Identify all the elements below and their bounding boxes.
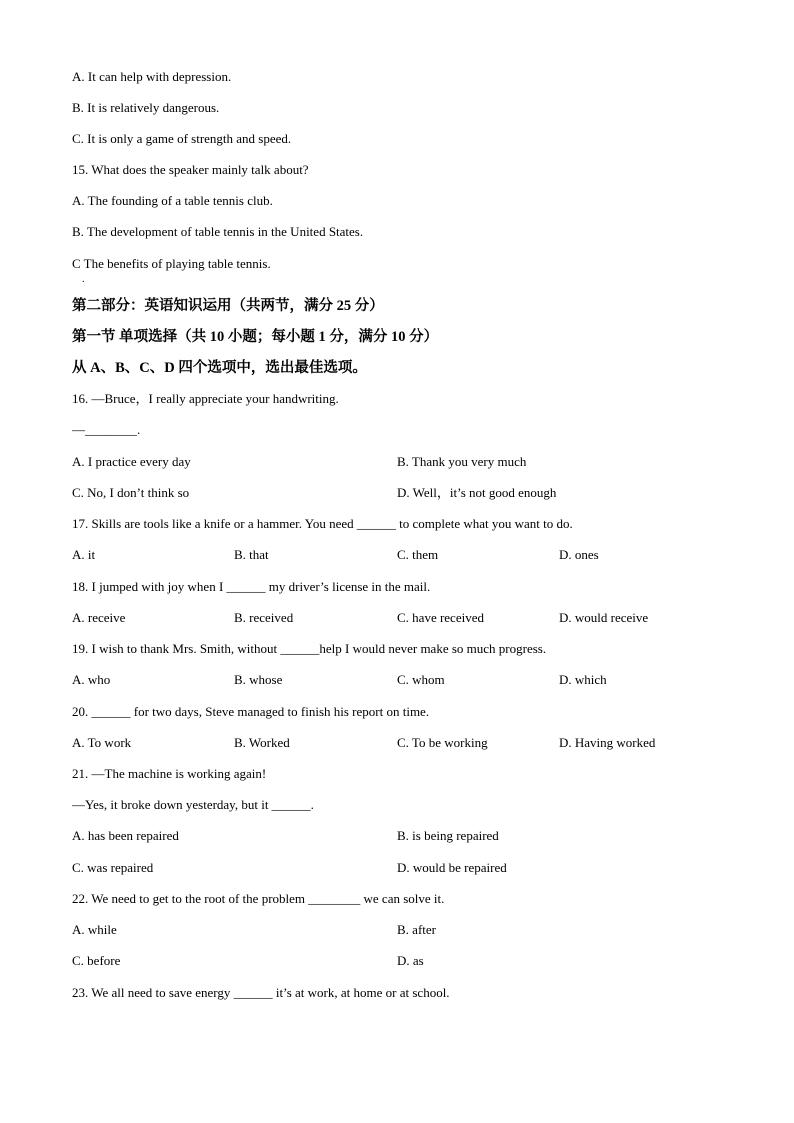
q17-option-d: D. ones <box>559 547 599 562</box>
q14-option-a: A. It can help with depression. <box>72 69 232 84</box>
q16-response-blank: —________. <box>72 422 141 437</box>
q20-option-d: D. Having worked <box>559 735 656 750</box>
q19-option-a: A. who <box>72 672 111 687</box>
q21-option-b: B. is being repaired <box>397 828 499 843</box>
q16-option-a: A. I practice every day <box>72 454 191 469</box>
q22-option-b: B. after <box>397 922 436 937</box>
q22-option-d: D. as <box>397 953 424 968</box>
q18-option-a: A. receive <box>72 610 126 625</box>
section1-title: 第一节 单项选择（共 10 小题；每小题 1 分，满分 10 分） <box>72 329 439 345</box>
q22-option-a: A. while <box>72 922 117 937</box>
q21-stem: 21. —The machine is working again! <box>72 766 267 781</box>
q22-option-c: C. before <box>72 953 121 968</box>
q21-option-d: D. would be repaired <box>397 860 507 875</box>
part2-title: 第二部分：英语知识运用（共两节，满分 25 分） <box>72 298 384 314</box>
q22-stem: 22. We need to get to the root of the problem ________ we can solve it. <box>72 891 445 906</box>
q20-option-b: B. Worked <box>234 735 290 750</box>
q18-option-d: D. would receive <box>559 610 649 625</box>
q21-option-a: A. has been repaired <box>72 828 179 843</box>
q20-option-c: C. To be working <box>397 735 488 750</box>
q17-option-b: B. that <box>234 547 269 562</box>
q18-option-c: C. have received <box>397 610 484 625</box>
q23-stem: 23. We all need to save energy ______ it’s at work, at home or at school. <box>72 985 450 1000</box>
q20-option-a: A. To work <box>72 735 132 750</box>
q15-option-a: A. The founding of a table tennis club. <box>72 193 273 208</box>
q19-stem: 19. I wish to thank Mrs. Smith, without ______help I would never make so much progress. <box>72 641 547 656</box>
q17-option-c: C. them <box>397 547 439 562</box>
q16-option-c: C. No, I don’t think so <box>72 485 190 500</box>
q15-stem: 15. What does the speaker mainly talk about? <box>72 162 309 177</box>
q19-option-b: B. whose <box>234 672 283 687</box>
q20-stem: 20. ______ for two days, Steve managed to finish his report on time. <box>72 704 430 719</box>
q18-option-b: B. received <box>234 610 294 625</box>
q21-response: —Yes, it broke down yesterday, but it ______. <box>72 797 314 812</box>
q21-option-c: C. was repaired <box>72 860 154 875</box>
q14-option-b: B. It is relatively dangerous. <box>72 100 220 115</box>
q15-option-c: C The benefits of playing table tennis. <box>72 256 271 271</box>
q19-option-c: C. whom <box>397 672 445 687</box>
q16-stem: 16. —Bruce，I really appreciate your handwriting. <box>72 391 339 406</box>
q16-option-b: B. Thank you very much <box>397 454 527 469</box>
q18-stem: 18. I jumped with joy when I ______ my driver’s license in the mail. <box>72 579 431 594</box>
q19-option-d: D. which <box>559 672 607 687</box>
section1-instruction: 从 A、B、C、D 四个选项中，选出最佳选项。 <box>72 360 367 376</box>
q15-option-b: B. The development of table tennis in the United States. <box>72 224 364 239</box>
q16-option-d: D. Well，it’s not good enough <box>397 485 557 500</box>
q14-option-c: C. It is only a game of strength and speed. <box>72 131 292 146</box>
q17-option-a: A. it <box>72 547 96 562</box>
q17-stem: 17. Skills are tools like a knife or a hammer. You need ______ to complete what you want to do. <box>72 516 573 531</box>
q15-option-c-dot: . <box>82 274 85 285</box>
